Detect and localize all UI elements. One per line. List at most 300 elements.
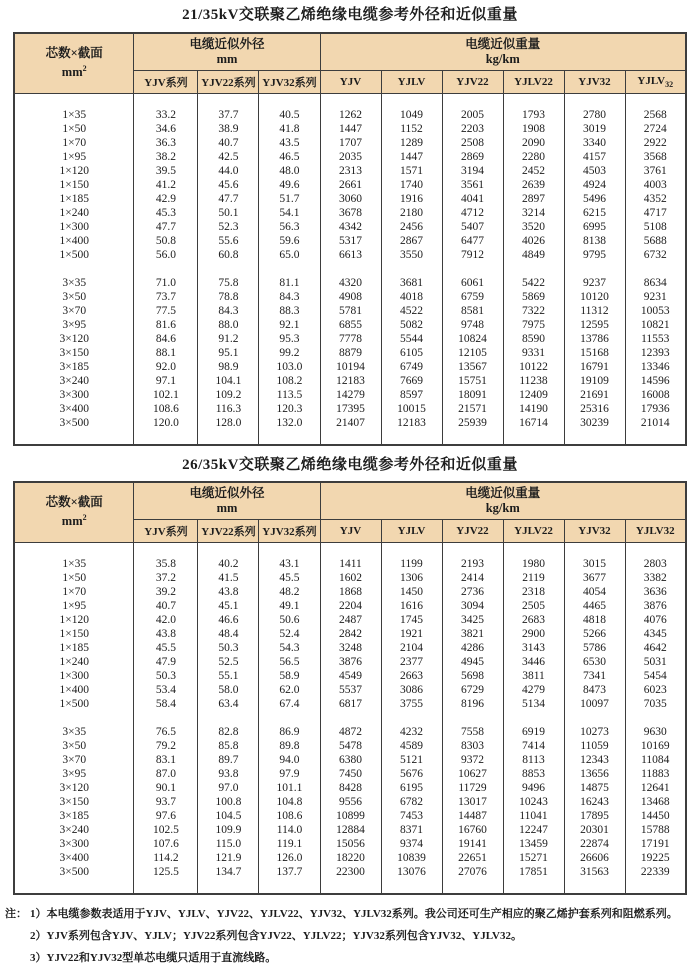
table-cell: 8113 — [503, 753, 564, 767]
spacer-cell — [134, 543, 198, 558]
table-cell: 67.4 — [259, 697, 320, 711]
table-cell: 3×150 — [14, 795, 134, 809]
table-cell: 7453 — [381, 809, 442, 823]
table-cell: 120.0 — [134, 416, 198, 430]
spacer-row — [14, 262, 686, 276]
od-group-unit: mm — [216, 501, 238, 515]
table-cell: 6749 — [381, 360, 442, 374]
table-cell: 2663 — [381, 669, 442, 683]
table-cell: 1745 — [381, 613, 442, 627]
table-cell: 43.8 — [198, 585, 259, 599]
header-cell-series: YJLV — [381, 520, 442, 543]
table-cell: 1571 — [381, 164, 442, 178]
table-cell: 35.8 — [134, 557, 198, 571]
table-cell: 22339 — [625, 865, 686, 879]
table-cell: 59.6 — [259, 234, 320, 248]
table-row — [14, 669, 686, 683]
table-cell: 37.2 — [134, 571, 198, 585]
spacer-cell — [259, 262, 320, 276]
table-cell: 7912 — [442, 248, 503, 262]
table-cell: 6919 — [503, 725, 564, 739]
table-cell: 10243 — [503, 795, 564, 809]
table-row — [14, 388, 686, 402]
table-cell: 3×240 — [14, 823, 134, 837]
table-cell: 2897 — [503, 192, 564, 206]
spacer-cell — [564, 262, 625, 276]
table-cell: 2204 — [320, 599, 381, 613]
table-cell: 4522 — [381, 304, 442, 318]
table-row — [14, 220, 686, 234]
table-cell: 30239 — [564, 416, 625, 430]
spacer-cell — [625, 879, 686, 894]
table-cell: 84.6 — [134, 332, 198, 346]
table-cell: 89.7 — [198, 753, 259, 767]
spacer-cell — [625, 94, 686, 109]
table-row — [14, 374, 686, 388]
table-cell: 3×240 — [14, 374, 134, 388]
table-cell: 5082 — [381, 318, 442, 332]
table-cell: 13346 — [625, 360, 686, 374]
table-cell: 1×50 — [14, 571, 134, 585]
note-item: 1）本电缆参数表适用于YJV、YJLV、YJV22、YJLV22、YJV32、YJLV32系列。我公司还可生产相应的聚乙烯护套系列和阻燃系列。 — [30, 908, 678, 920]
header-cell-series: YJV22系列 — [198, 520, 259, 543]
table-cell: 3550 — [381, 248, 442, 262]
table-cell: 56.0 — [134, 248, 198, 262]
table-cell: 3755 — [381, 697, 442, 711]
table-cell: 10120 — [564, 290, 625, 304]
table-cell: 2683 — [503, 613, 564, 627]
table-cell: 3060 — [320, 192, 381, 206]
table-row — [14, 697, 686, 711]
table-cell: 1447 — [381, 150, 442, 164]
table-cell: 91.2 — [198, 332, 259, 346]
table-cell: 5676 — [381, 767, 442, 781]
table-cell: 1616 — [381, 599, 442, 613]
spacer-cell — [625, 711, 686, 725]
spacer-cell — [381, 262, 442, 276]
table-cell: 45.5 — [134, 641, 198, 655]
spacer-cell — [259, 94, 320, 109]
table-cell: 8581 — [442, 304, 503, 318]
spacer-cell — [442, 262, 503, 276]
table-cell: 11883 — [625, 767, 686, 781]
table-cell: 50.6 — [259, 613, 320, 627]
table-cell: 3876 — [625, 599, 686, 613]
table-cell: 120.3 — [259, 402, 320, 416]
table-cell: 3636 — [625, 585, 686, 599]
table-cell: 21691 — [564, 388, 625, 402]
table-cell: 39.2 — [134, 585, 198, 599]
table-cell: 1×120 — [14, 164, 134, 178]
table-cell: 7341 — [564, 669, 625, 683]
table-cell: 116.3 — [198, 402, 259, 416]
table-cell: 48.0 — [259, 164, 320, 178]
header-cell-series: YJV22系列 — [198, 71, 259, 94]
header-cell-series: YJV22 — [442, 71, 503, 94]
table-cell: 12183 — [381, 416, 442, 430]
table-cell: 50.3 — [134, 669, 198, 683]
table-cell: 10015 — [381, 402, 442, 416]
table-cell: 100.8 — [198, 795, 259, 809]
table-cell: 10194 — [320, 360, 381, 374]
table-cell: 56.3 — [259, 220, 320, 234]
table-row — [14, 753, 686, 767]
table-row — [14, 641, 686, 655]
spacer-cell — [503, 262, 564, 276]
spacer-cell — [320, 94, 381, 109]
header-row-groups — [14, 482, 686, 520]
table-cell: 48.4 — [198, 627, 259, 641]
table-cell: 14450 — [625, 809, 686, 823]
header-cell-series: YJLV22 — [503, 520, 564, 543]
table-cell: 76.5 — [134, 725, 198, 739]
table-cell: 3×300 — [14, 837, 134, 851]
od-group-label: 电缆近似外径 — [189, 37, 265, 51]
table-cell: 88.0 — [198, 318, 259, 332]
spacer-cell — [198, 711, 259, 725]
table-cell: 12595 — [564, 318, 625, 332]
table-cell: 60.8 — [198, 248, 259, 262]
table-cell: 17395 — [320, 402, 381, 416]
table-cell: 26606 — [564, 851, 625, 865]
table-cell: 1049 — [381, 108, 442, 122]
table-cell: 3×400 — [14, 851, 134, 865]
section-21-35kv-table — [0, 0, 700, 446]
table-cell: 42.9 — [134, 192, 198, 206]
table-cell: 27076 — [442, 865, 503, 879]
table-cell: 11084 — [625, 753, 686, 767]
table-cell: 104.1 — [198, 374, 259, 388]
table-row — [14, 304, 686, 318]
spacer-cell — [381, 711, 442, 725]
spacer-cell — [381, 879, 442, 894]
table-cell: 1306 — [381, 571, 442, 585]
table-cell: 58.0 — [198, 683, 259, 697]
table-cell: 43.8 — [134, 627, 198, 641]
table-cell: 2508 — [442, 136, 503, 150]
table-cell: 48.2 — [259, 585, 320, 599]
weight-group-unit: kg/km — [485, 501, 520, 515]
header-cell-od-group — [134, 482, 320, 520]
table-cell: 47.7 — [134, 220, 198, 234]
table-cell: 2090 — [503, 136, 564, 150]
table-cell: 1×240 — [14, 206, 134, 220]
table-cell: 1×500 — [14, 248, 134, 262]
table-cell: 1×400 — [14, 683, 134, 697]
table-cell: 9748 — [442, 318, 503, 332]
note-item: 2）YJV系列包含YJV、YJLV；YJV22系列包含YJV22、YJLV22；YJV32系列包含YJV32、YJLV32。 — [30, 930, 522, 942]
table-cell: 31563 — [564, 865, 625, 879]
table-cell: 109.2 — [198, 388, 259, 402]
table-row — [14, 795, 686, 809]
table-cell: 7669 — [381, 374, 442, 388]
table-cell: 2456 — [381, 220, 442, 234]
table-cell: 2842 — [320, 627, 381, 641]
table-cell: 21407 — [320, 416, 381, 430]
table-cell: 1×300 — [14, 669, 134, 683]
table-cell: 9372 — [442, 753, 503, 767]
table-cell: 3876 — [320, 655, 381, 669]
table-cell: 12641 — [625, 781, 686, 795]
table-cell: 50.8 — [134, 234, 198, 248]
table-cell: 1×95 — [14, 150, 134, 164]
table-cell: 2922 — [625, 136, 686, 150]
table-cell: 58.9 — [259, 669, 320, 683]
table-row — [14, 585, 686, 599]
table-cell: 5266 — [564, 627, 625, 641]
table-cell: 5422 — [503, 276, 564, 290]
header-cell-series: YJLV32 — [625, 520, 686, 543]
header-row-groups — [14, 33, 686, 71]
table-row — [14, 136, 686, 150]
table-cell: 13459 — [503, 837, 564, 851]
spacer-cell — [442, 430, 503, 445]
table-cell: 10169 — [625, 739, 686, 753]
table-cell: 88.1 — [134, 346, 198, 360]
spacer-cell — [442, 94, 503, 109]
spacer-row — [14, 543, 686, 558]
od-group-label: 电缆近似外径 — [189, 486, 265, 500]
table-cell: 4849 — [503, 248, 564, 262]
table-cell: 2568 — [625, 108, 686, 122]
table-cell: 3×35 — [14, 276, 134, 290]
table-row — [14, 360, 686, 374]
table-cell: 2900 — [503, 627, 564, 641]
table-cell: 6023 — [625, 683, 686, 697]
table-cell: 1×185 — [14, 641, 134, 655]
table-cell: 2180 — [381, 206, 442, 220]
table-cell: 5544 — [381, 332, 442, 346]
table-cell: 3382 — [625, 571, 686, 585]
table-cell: 14190 — [503, 402, 564, 416]
table-cell: 8371 — [381, 823, 442, 837]
table-cell: 19109 — [564, 374, 625, 388]
table-cell: 1740 — [381, 178, 442, 192]
table-cell: 3×120 — [14, 781, 134, 795]
spacer-cell — [564, 543, 625, 558]
table-cell: 7558 — [442, 725, 503, 739]
table-cell: 3×50 — [14, 290, 134, 304]
cores-section-unit: $mm^2$ — [61, 64, 87, 80]
table-cell: 8597 — [381, 388, 442, 402]
table-cell: 1602 — [320, 571, 381, 585]
table-cell: 8879 — [320, 346, 381, 360]
table-cell: 9496 — [503, 781, 564, 795]
table-cell: 16760 — [442, 823, 503, 837]
table-cell: 2505 — [503, 599, 564, 613]
table-cell: 13656 — [564, 767, 625, 781]
table-cell: 46.6 — [198, 613, 259, 627]
table-cell: 2487 — [320, 613, 381, 627]
table-cell: 22874 — [564, 837, 625, 851]
spacer-cell — [134, 711, 198, 725]
table-cell: 1×185 — [14, 192, 134, 206]
table-cell: 5121 — [381, 753, 442, 767]
table-cell: 6995 — [564, 220, 625, 234]
table-cell: 3561 — [442, 178, 503, 192]
cores-section-label: 芯数×截面 — [45, 46, 103, 61]
table-row — [14, 683, 686, 697]
table-cell: 2318 — [503, 585, 564, 599]
table-cell: 104.5 — [198, 809, 259, 823]
table-title-26-35kv: 26/35kV交联聚乙烯绝缘电缆参考外径和近似重量 — [182, 457, 518, 473]
table-row — [14, 557, 686, 571]
table-cell: 4352 — [625, 192, 686, 206]
cores-section-unit: $mm^2$ — [61, 513, 87, 529]
spacer-cell — [320, 262, 381, 276]
table-title-21-35kv: 21/35kV交联聚乙烯绝缘电缆参考外径和近似重量 — [182, 7, 518, 23]
table-cell: 21571 — [442, 402, 503, 416]
table-cell: 6477 — [442, 234, 503, 248]
spacer-cell — [259, 879, 320, 894]
spacer-cell — [14, 430, 134, 445]
table-cell: 15056 — [320, 837, 381, 851]
table-cell: 3×400 — [14, 402, 134, 416]
spacer-cell — [14, 543, 134, 558]
table-cell: 15788 — [625, 823, 686, 837]
table-row — [14, 571, 686, 585]
table-cell: 6105 — [381, 346, 442, 360]
table-cell: 3568 — [625, 150, 686, 164]
od-group-unit: mm — [216, 52, 238, 66]
table-row — [14, 108, 686, 122]
table-cell: 2639 — [503, 178, 564, 192]
table-cell: 99.2 — [259, 346, 320, 360]
table-cell: 16008 — [625, 388, 686, 402]
table-cell: 2803 — [625, 557, 686, 571]
table-cell: 3520 — [503, 220, 564, 234]
table-cell: 10821 — [625, 318, 686, 332]
table-cell: 132.0 — [259, 416, 320, 430]
table-cell: 1411 — [320, 557, 381, 571]
table-cell: 22300 — [320, 865, 381, 879]
spacer-cell — [503, 430, 564, 445]
table-cell: 4589 — [381, 739, 442, 753]
cores-section-label: 芯数×截面 — [45, 495, 103, 510]
table-cell: 4549 — [320, 669, 381, 683]
table-cell: 12343 — [564, 753, 625, 767]
table-cell: 41.5 — [198, 571, 259, 585]
table-cell: 55.6 — [198, 234, 259, 248]
spacer-cell — [198, 879, 259, 894]
table-cell: 9374 — [381, 837, 442, 851]
table-cell: 2313 — [320, 164, 381, 178]
table-cell: 5407 — [442, 220, 503, 234]
table-cell: 90.1 — [134, 781, 198, 795]
table-cell: 3340 — [564, 136, 625, 150]
table-cell: 12884 — [320, 823, 381, 837]
table-cell: 107.6 — [134, 837, 198, 851]
table-cell: 51.7 — [259, 192, 320, 206]
table-row — [14, 122, 686, 136]
table-row — [14, 234, 686, 248]
table-cell: 7414 — [503, 739, 564, 753]
table-cell: 2452 — [503, 164, 564, 178]
table-cell: 4717 — [625, 206, 686, 220]
table-cell: 1447 — [320, 122, 381, 136]
weight-group-label: 电缆近似重量 — [465, 37, 541, 51]
table-cell: 5496 — [564, 192, 625, 206]
table-cell: 8196 — [442, 697, 503, 711]
table-cell: 10899 — [320, 809, 381, 823]
table-cell: 94.0 — [259, 753, 320, 767]
table-cell: 14279 — [320, 388, 381, 402]
table-cell: 7322 — [503, 304, 564, 318]
table-cell: 95.1 — [198, 346, 259, 360]
spacer-cell — [503, 711, 564, 725]
table-cell: 1921 — [381, 627, 442, 641]
table-cell: 6380 — [320, 753, 381, 767]
spacer-cell — [259, 430, 320, 445]
table-cell: 53.4 — [134, 683, 198, 697]
table-cell: 1199 — [381, 557, 442, 571]
table-cell: 3678 — [320, 206, 381, 220]
table-cell: 93.7 — [134, 795, 198, 809]
table-cell: 18220 — [320, 851, 381, 865]
table-cell: 37.7 — [198, 108, 259, 122]
spacer-cell — [381, 94, 442, 109]
table-cell: 114.0 — [259, 823, 320, 837]
spacer-cell — [198, 94, 259, 109]
table-cell: 34.6 — [134, 122, 198, 136]
table-cell: 36.3 — [134, 136, 198, 150]
spacer-cell — [320, 430, 381, 445]
table-cell: 128.0 — [198, 416, 259, 430]
table-cell: 1×500 — [14, 697, 134, 711]
table-cell: 3143 — [503, 641, 564, 655]
header-cell-od-group — [134, 33, 320, 71]
table-cell: 55.1 — [198, 669, 259, 683]
table-cell: 4945 — [442, 655, 503, 669]
table-cell: 9630 — [625, 725, 686, 739]
table-cell: 6759 — [442, 290, 503, 304]
spacer-cell — [625, 430, 686, 445]
table-cell: 33.2 — [134, 108, 198, 122]
table-cell: 2193 — [442, 557, 503, 571]
table-row — [14, 725, 686, 739]
table-cell: 9231 — [625, 290, 686, 304]
table-row — [14, 332, 686, 346]
table-cell: 4345 — [625, 627, 686, 641]
table-row — [14, 164, 686, 178]
table-cell: 1×300 — [14, 220, 134, 234]
table-cell: 2280 — [503, 150, 564, 164]
table-cell: 3×50 — [14, 739, 134, 753]
table-row — [14, 767, 686, 781]
table-cell: 12183 — [320, 374, 381, 388]
table-cell: 10627 — [442, 767, 503, 781]
table-row — [14, 851, 686, 865]
table-row — [14, 613, 686, 627]
table-cell: 137.7 — [259, 865, 320, 879]
table-cell: 3×95 — [14, 318, 134, 332]
table-cell: 3×35 — [14, 725, 134, 739]
header-cell-series: YJV — [320, 520, 381, 543]
table-row — [14, 837, 686, 851]
table-cell: 65.0 — [259, 248, 320, 262]
table-cell: 84.3 — [259, 290, 320, 304]
spacer-cell — [564, 879, 625, 894]
table-cell: 6215 — [564, 206, 625, 220]
table-cell: 6855 — [320, 318, 381, 332]
spacer-cell — [503, 94, 564, 109]
cable-spec-table-21-35kv — [13, 32, 687, 446]
table-cell: 77.5 — [134, 304, 198, 318]
table-cell: 102.5 — [134, 823, 198, 837]
table-cell: 3×185 — [14, 360, 134, 374]
table-cell: 2869 — [442, 150, 503, 164]
table-cell: 1×120 — [14, 613, 134, 627]
